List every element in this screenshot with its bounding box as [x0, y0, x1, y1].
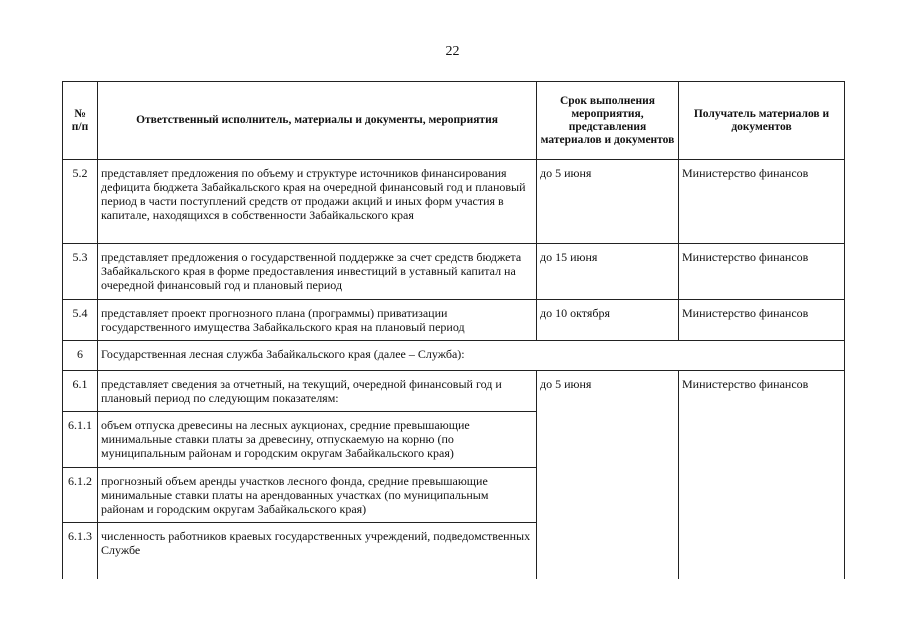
row-deadline: до 5 июня: [537, 160, 679, 244]
row-text: объем отпуска древесины на лесных аукционах, средние превышающие минимальные ставки платы за древесину, отпускаемую на корню (по муниципальным районам и городским округам Забайкальского края): [98, 412, 537, 468]
row-number: 6: [63, 341, 98, 371]
row-deadline: до 15 июня: [537, 244, 679, 300]
row-number: 6.1.2: [63, 468, 98, 523]
row-number: 5.2: [63, 160, 98, 244]
table-row: [63, 244, 845, 300]
row-text: представляет проект прогнозного плана (программы) приватизации государственного имущества Забайкальского края на плановый период: [98, 300, 537, 341]
table-header-row: [63, 82, 845, 160]
header-number-line2: п/п: [71, 120, 89, 133]
row-number: 5.3: [63, 244, 98, 300]
row-recipient: Министерство финансов: [679, 371, 845, 579]
header-executor: Ответственный исполнитель, материалы и документы, мероприятия: [98, 82, 537, 160]
row-number: 6.1: [63, 371, 98, 412]
header-deadline: Срок выполнения мероприятия, представления материалов и документов: [537, 82, 679, 160]
row-text: представляет предложения о государственной поддержке за счет средств бюджета Забайкальского края в форме предоставления инвестиций в уставный капитал на очередной финансовый год и плановый период: [98, 244, 537, 300]
row-number: 6.1.3: [63, 523, 98, 579]
row-recipient: Министерство финансов: [679, 300, 845, 341]
row-recipient: Министерство финансов: [679, 160, 845, 244]
row-number: 5.4: [63, 300, 98, 341]
table-row-section: [63, 341, 845, 371]
row-text: представляет сведения за отчетный, на текущий, очередной финансовый год и плановый период по следующим показателям:: [98, 371, 537, 412]
row-text: представляет предложения по объему и структуре источников финансирования дефицита бюджета Забайкальского края на очередной финансовый год и плановый период в части поступлений средств от продажи акций и иных форм участия в капитале, находящихся в собственности Забайкальского края: [98, 160, 537, 244]
row-text: прогнозный объем аренды участков лесного фонда, средние превышающие минимальные ставки платы на арендованных участках (по муниципальным районам и городским округам Забайкальского края): [98, 468, 537, 523]
row-text: численность работников краевых государственных учреждений, подведомственных Службе: [98, 523, 537, 579]
row-recipient: Министерство финансов: [679, 244, 845, 300]
section-title: Государственная лесная служба Забайкальского края (далее – Служба):: [98, 341, 845, 371]
row-number: 6.1.1: [63, 412, 98, 468]
header-recipient: Получатель материалов и документов: [679, 82, 845, 160]
table-row: [63, 371, 845, 412]
table-row: [63, 300, 845, 341]
header-number: [63, 82, 98, 160]
header-number-line1: №: [74, 107, 86, 120]
table-row: [63, 160, 845, 244]
page-number: 22: [445, 44, 460, 59]
row-deadline: до 5 июня: [537, 371, 679, 579]
document-table: [62, 81, 845, 579]
row-deadline: до 10 октября: [537, 300, 679, 341]
